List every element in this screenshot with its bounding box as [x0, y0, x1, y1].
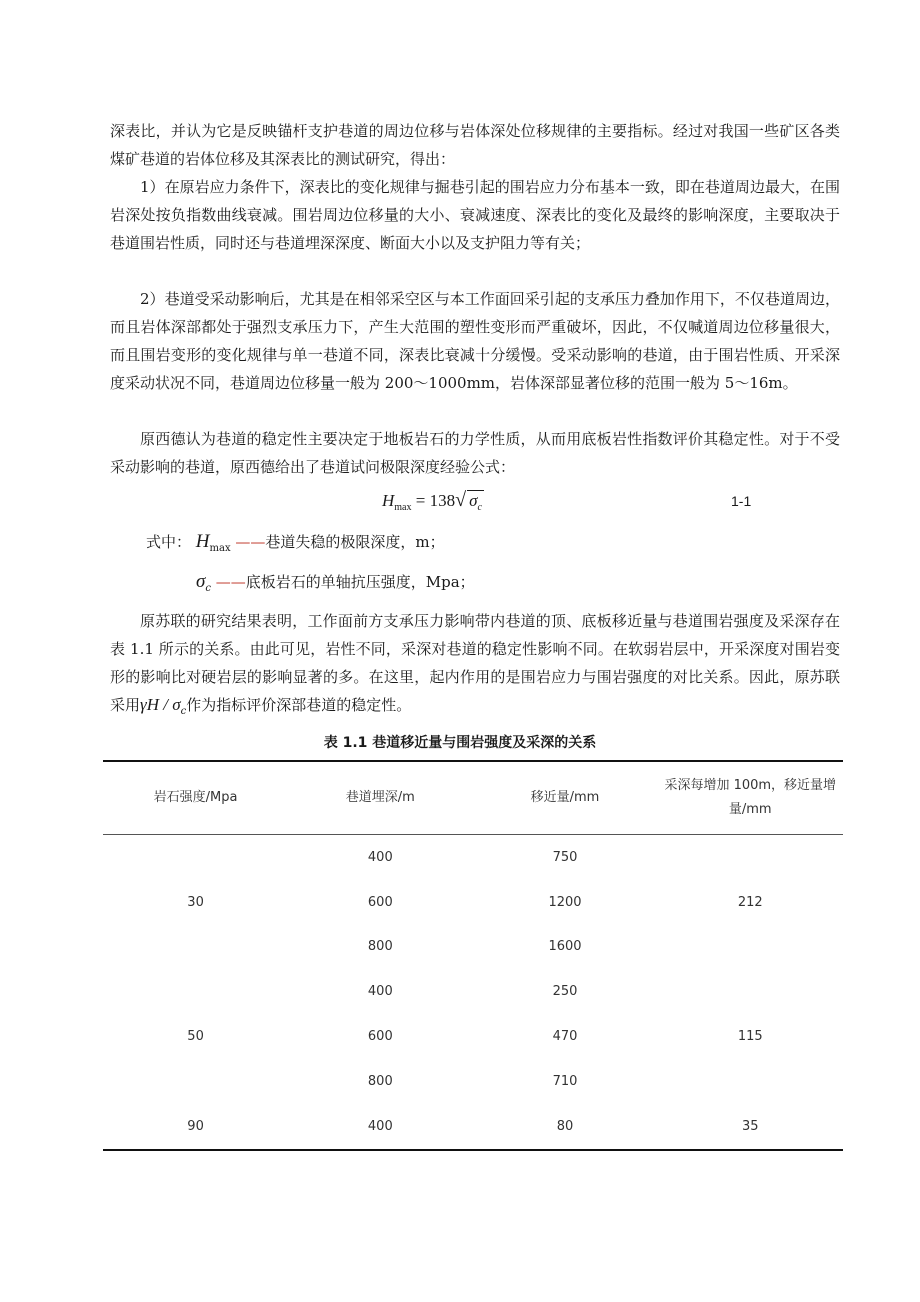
formula-number: 1-1	[731, 493, 752, 509]
cell-convergence: 80	[472, 1104, 657, 1150]
cell-depth: 400	[367, 984, 393, 1000]
table-row	[103, 969, 843, 1014]
cell-depth: 600	[367, 894, 393, 910]
cell-convergence: 750	[552, 849, 578, 865]
cell-depth: 400	[367, 849, 393, 865]
cell-increment: 212	[737, 894, 763, 910]
cell-convergence: 1200	[548, 894, 582, 910]
cell-depth: 800	[367, 1073, 393, 1089]
table-header-row	[103, 761, 843, 835]
paragraph-1: 深表比，并认为它是反映锚杆支护巷道的周边位移与岩体深处位移规律的主要指标。经过对我国一些矿区各类煤矿巷道的岩体位移及其深表比的测试研究，得出：	[110, 122, 840, 168]
cell-convergence: 470	[552, 1029, 578, 1045]
legend-line-2: $\sigma_c$ ——底板岩石的单轴抗压强度，Mpa；	[196, 571, 475, 594]
formula-1-1	[0, 483, 920, 523]
table-row	[103, 1104, 843, 1150]
paragraph-3: 2）巷道受采动影响后，尤其是在相邻采空区与本工作面回采引起的支承压力叠加作用下，不仅巷道周边，而且岩体深部都处于强烈支承压力下，产生大范围的塑性变形而严重破坏，因此，不仅喊道周边位移量很大，而且围岩变形的变化规律与单一巷道不同，深表比衰减十分缓慢。受采动影响的巷道，由于围岩性质、开采深度采动状况不同，巷道周边位移量一般为 200～1000mm，岩体深部显著位移的范围一般为 5～16m。	[110, 290, 840, 392]
cell-depth: 400	[288, 1104, 472, 1150]
table-caption: 表 1.1 巷道移近量与围岩强度及采深的关系	[323, 735, 597, 751]
header-depth: 巷道埋深/m	[288, 761, 472, 835]
cell-depth: 800	[367, 939, 393, 955]
paragraph-5: 原苏联的研究结果表明，工作面前方支承压力影响带内巷道的顶、底板移近量与巷道围岩强度及采深存在表 1.1 所示的关系。由此可见，岩性不同，采深对巷道的稳定性影响不同。在软弱岩层中，开采深度对围岩变形的影响比对硬岩层的影响显著的多。在这里，起内作用的是围岩应力与围岩强度的对比关系。因此，原苏联采用γH / $\sigma_c$作为指标评价深部巷道的稳定性。	[110, 612, 840, 717]
cell-convergence: 250	[552, 984, 578, 1000]
cell-convergence: 710	[552, 1073, 578, 1089]
data-table	[103, 760, 843, 1151]
cell-increment: 115	[737, 1029, 763, 1045]
paragraph-2: 1）在原岩应力条件下，深表比的变化规律与掘巷引起的围岩应力分布基本一致，即在巷道周边最大，在围岩深处按负指数曲线衰减。围岩周边位移量的大小、衰减速度、深表比的变化及最终的影响深度，主要取决于巷道围岩性质，同时还与巷道埋深深度、断面大小以及支护阻力等有关；	[110, 178, 840, 252]
header-increment: 采深每增加 100m，移近量增量/mm	[658, 761, 843, 835]
cell-increment: 35	[658, 1104, 843, 1150]
cell-convergence: 1600	[548, 939, 582, 955]
cell-depth: 600	[367, 1029, 393, 1045]
table-row	[103, 835, 843, 880]
formula-expression: $H_{max} = 138√$ $\sigma_c$	[382, 489, 482, 513]
header-strength: 岩石强度/Mpa	[103, 761, 288, 835]
header-convergence: 移近量/mm	[472, 761, 657, 835]
cell-strength: 90	[103, 1104, 288, 1150]
paragraph-4: 原西德认为巷道的稳定性主要决定于地板岩石的力学性质，从而用底板岩性指数评价其稳定性。对于不受采动影响的巷道，原西德给出了巷道试问极限深度经验公式：	[110, 430, 840, 476]
cell-strength: 30	[187, 894, 204, 910]
legend-line-1: 式中： $H_{max}$ ——巷道失稳的极限深度，m；	[146, 531, 445, 554]
cell-strength: 50	[187, 1029, 204, 1045]
